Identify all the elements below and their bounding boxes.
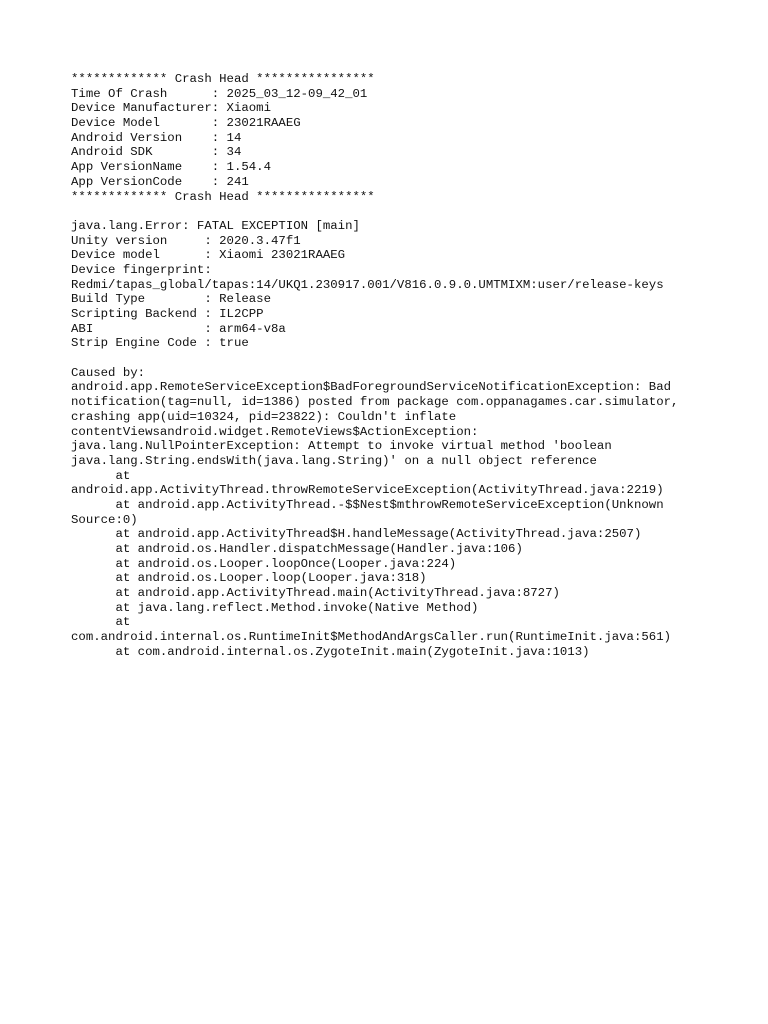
crash-log-document bbox=[71, 72, 758, 660]
detail-unity-version: Unity version : 2020.3.47f1 bbox=[71, 233, 301, 248]
stack-trace-line: com.android.internal.os.RuntimeInit$MethodAndArgsCaller.run(RuntimeInit.java:561) bbox=[71, 630, 672, 645]
field-device-manufacturer: Device Manufacturer: Xiaomi bbox=[71, 101, 272, 116]
detail-abi: ABI : arm64-v8a bbox=[71, 321, 286, 336]
detail-scripting-backend: Scripting Backend : IL2CPP bbox=[71, 307, 264, 321]
stack-trace-line: at com.android.internal.os.ZygoteInit.main(ZygoteInit.java:1013) bbox=[71, 644, 590, 659]
stack-trace-line: at bbox=[71, 615, 131, 630]
cause-message-line: java.lang.String.endsWith(java.lang.String)' on a null object reference bbox=[71, 453, 597, 468]
stack-trace-line: Source:0) bbox=[71, 512, 138, 527]
stack-trace-line: at java.lang.reflect.Method.invoke(Native Method) bbox=[71, 600, 479, 615]
field-android-sdk: Android SDK : 34 bbox=[71, 145, 242, 160]
stack-trace-line: at android.app.ActivityThread.main(ActivityThread.java:8727) bbox=[71, 586, 560, 601]
spacer bbox=[71, 204, 758, 219]
detail-build-type: Build Type : Release bbox=[71, 292, 272, 307]
field-app-version-name: App VersionName : 1.54.4 bbox=[71, 160, 272, 175]
detail-strip-engine-code: Strip Engine Code : true bbox=[71, 336, 249, 351]
detail-device-fingerprint-label: Device fingerprint: bbox=[71, 262, 212, 277]
spacer bbox=[71, 351, 758, 366]
caused-by-heading: Caused by: bbox=[71, 365, 146, 380]
crash-head-banner-top: ************* Crash Head **************** bbox=[71, 72, 375, 86]
cause-message-line: contentViewsandroid.widget.RemoteViews$ActionException: bbox=[71, 424, 479, 439]
cause-message-line: crashing app(uid=10324, pid=23822): Couldn't inflate bbox=[71, 409, 457, 424]
detail-device-fingerprint-value: Redmi/tapas_global/tapas:14/UKQ1.230917.001/V816.0.9.0.UMTMIXM:user/release-keys bbox=[71, 277, 664, 292]
stack-trace-line: at bbox=[71, 468, 131, 483]
cause-message-line: android.app.RemoteServiceException$BadForegroundServiceNotificationException: Bad bbox=[71, 380, 672, 395]
stack-trace-line: at android.os.Looper.loopOnce(Looper.java:224) bbox=[71, 556, 457, 571]
cause-message-line: java.lang.NullPointerException: Attempt to invoke virtual method 'boolean bbox=[71, 439, 612, 454]
exception-title: java.lang.Error: FATAL EXCEPTION [main] bbox=[71, 218, 360, 233]
crash-head-banner-bottom: ************* Crash Head **************** bbox=[71, 189, 375, 204]
stack-trace-line: at android.os.Handler.dispatchMessage(Handler.java:106) bbox=[71, 542, 523, 556]
field-android-version: Android Version : 14 bbox=[71, 130, 242, 145]
field-device-model: Device Model : 23021RAAEG bbox=[71, 116, 301, 131]
stack-trace-line: at android.app.ActivityThread$H.handleMessage(ActivityThread.java:2507) bbox=[71, 527, 642, 542]
cause-message-line: notification(tag=null, id=1386) posted from package com.oppanagames.car.simulator, bbox=[71, 395, 679, 410]
field-time-of-crash: Time Of Crash : 2025_03_12-09_42_01 bbox=[71, 86, 368, 101]
stack-trace-line: at android.os.Looper.loop(Looper.java:318) bbox=[71, 571, 427, 586]
stack-trace-line: android.app.ActivityThread.throwRemoteServiceException(ActivityThread.java:2219) bbox=[71, 483, 664, 498]
detail-device-model: Device model : Xiaomi 23021RAAEG bbox=[71, 248, 346, 263]
field-app-version-code: App VersionCode : 241 bbox=[71, 174, 249, 189]
stack-trace-line: at android.app.ActivityThread.-$$Nest$mthrowRemoteServiceException(Unknown bbox=[71, 497, 664, 512]
